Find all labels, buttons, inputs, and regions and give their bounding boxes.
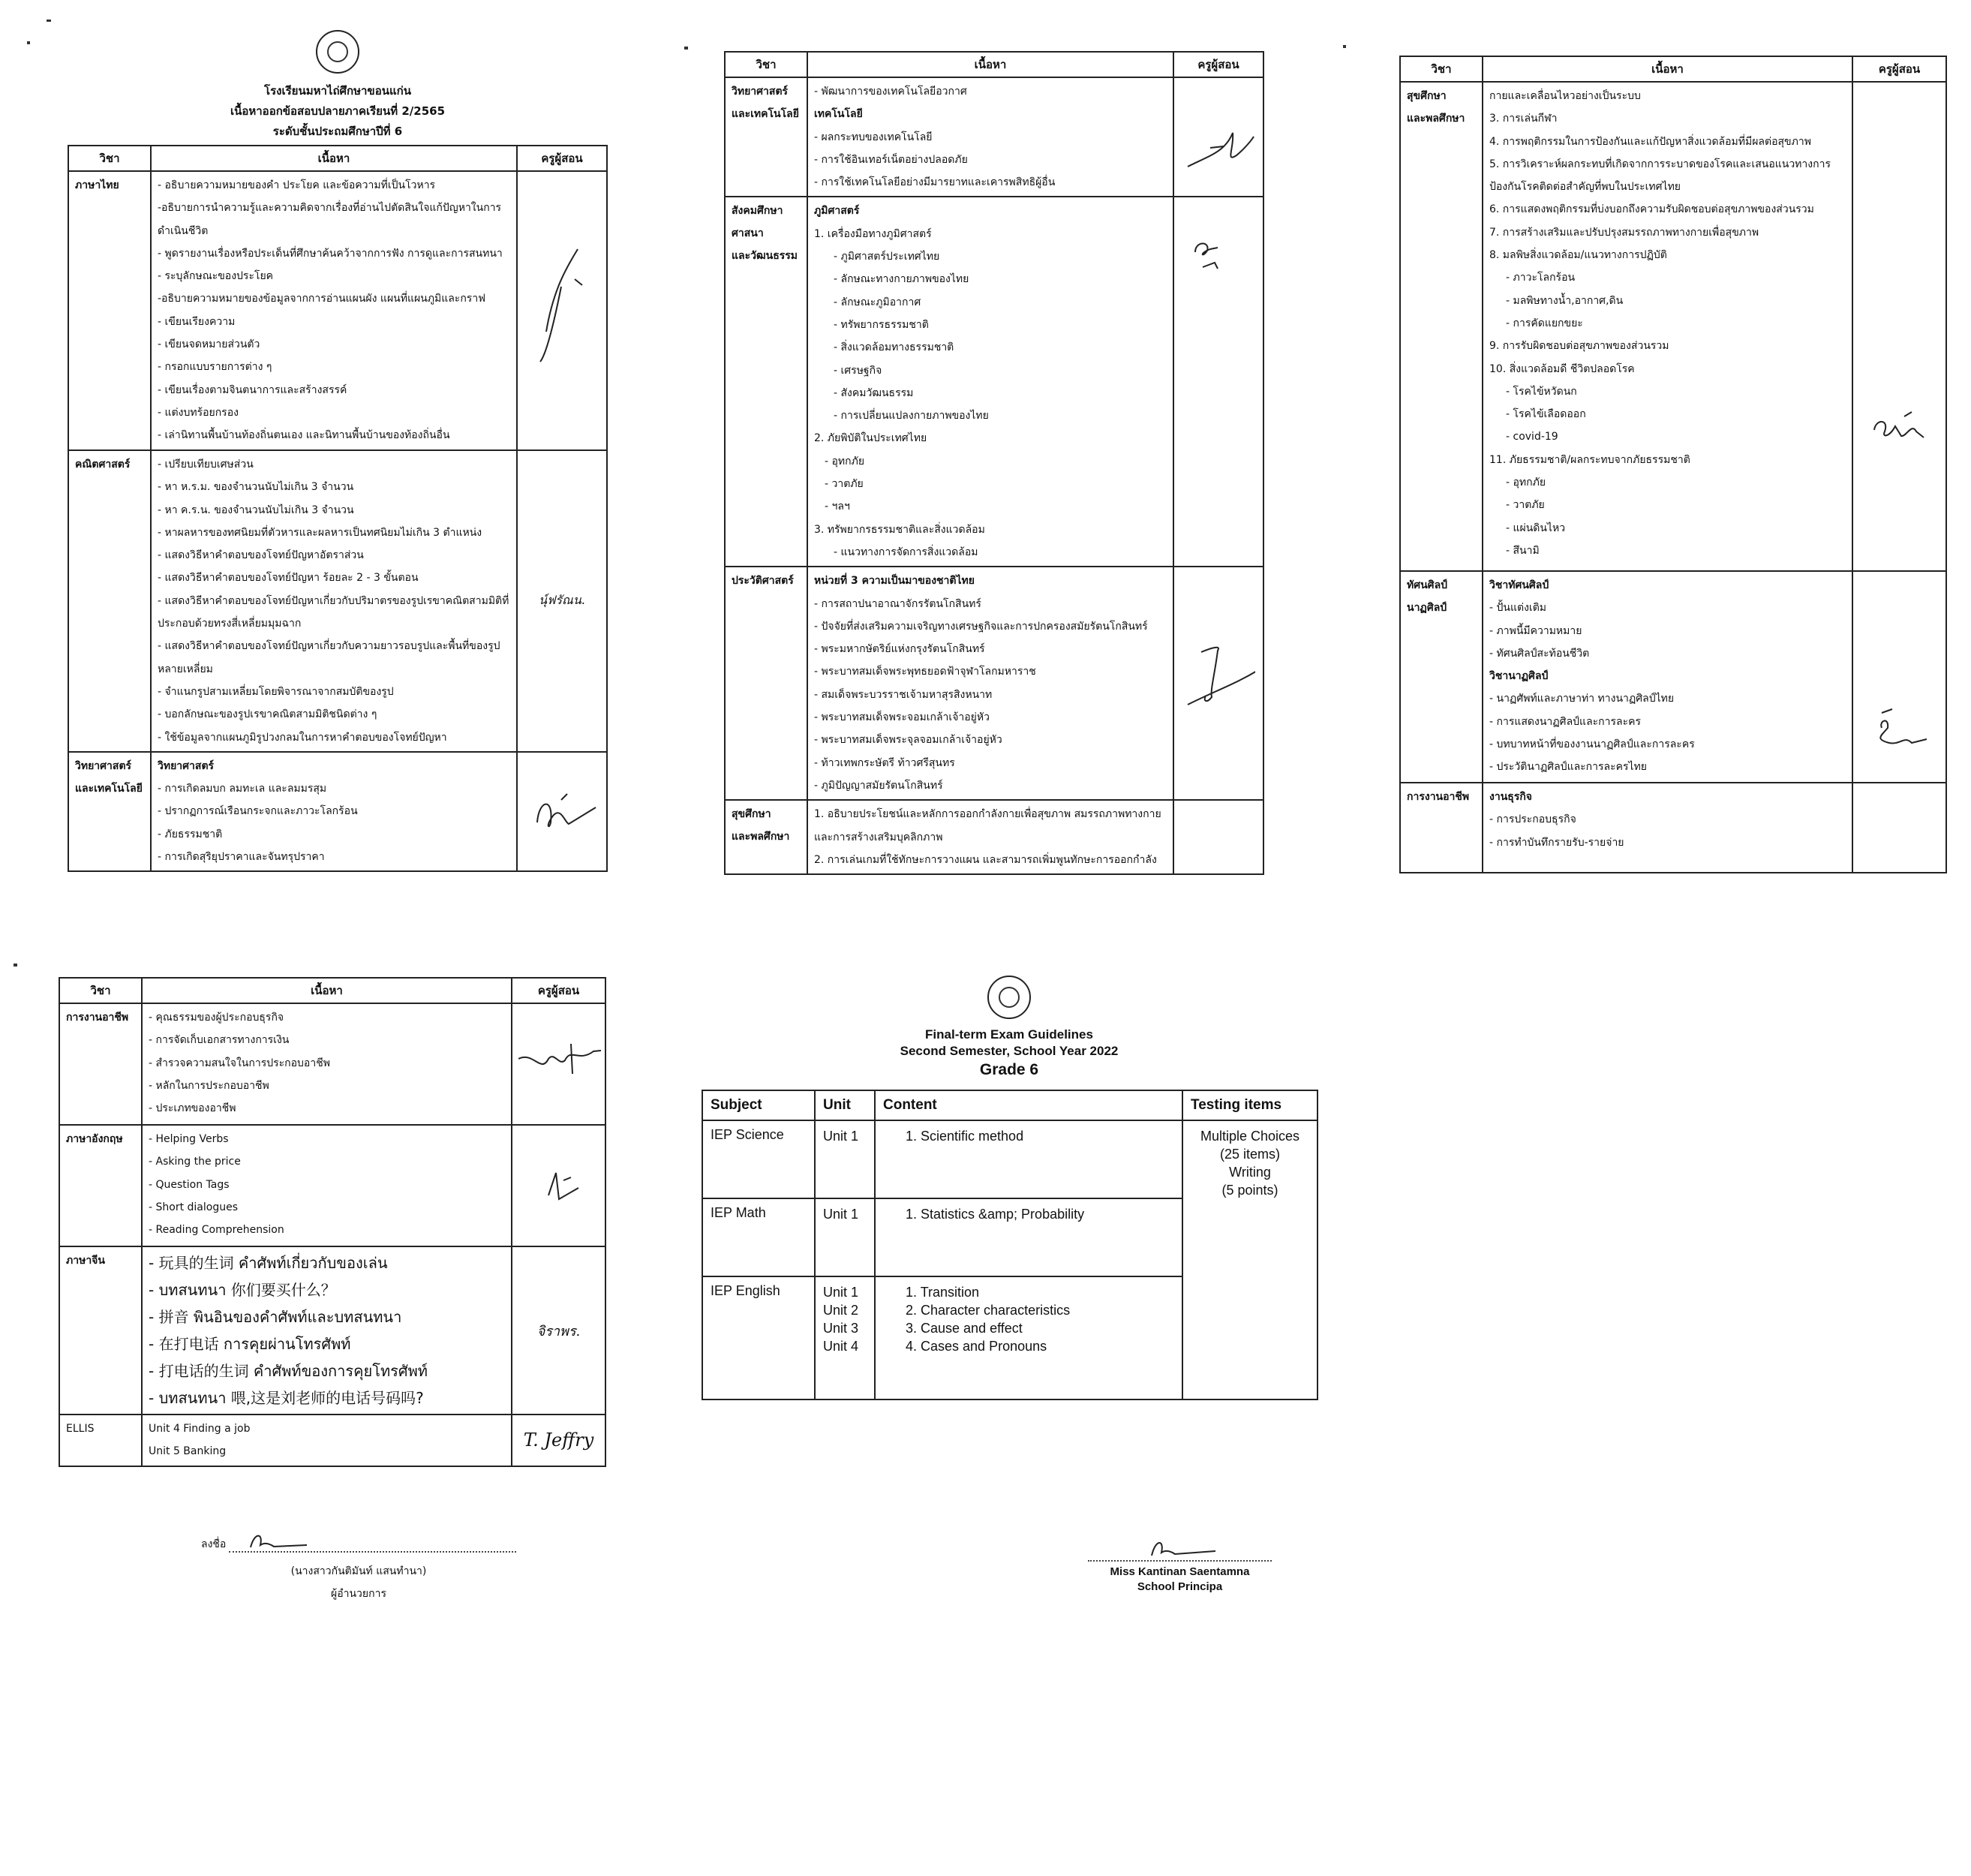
subject-health: สุขศึกษา xyxy=(1407,90,1447,102)
content-line: - บอกลักษณะของรูปเรขาคณิตสามมิติชนิดต่าง ๆ xyxy=(158,708,377,721)
teacher-signature-math xyxy=(517,450,607,752)
subject-science-2: และเทคโนโลยี xyxy=(732,108,799,120)
content-line: 1. อธิบายประโยชน์และหลักการออกกำลังกายเพื่อสุขภาพ สมรรถภาพทางกาย xyxy=(814,808,1161,821)
content-line: 1. เครื่องมือทางภูมิศาสตร์ xyxy=(814,227,932,240)
col-teacher: ครูผู้สอน xyxy=(517,146,607,171)
content-line: - เล่านิทานพื้นบ้านท้องถิ่นตนเอง และนิทานพื้นบ้านของท้องถิ่นอื่น xyxy=(158,429,450,442)
history-content xyxy=(807,567,1173,800)
row-subject: IEP Science xyxy=(702,1120,815,1198)
col-content: เนื้อหา xyxy=(1483,56,1852,82)
content-line: - พระบาทสมเด็จพระพุทธยอดฟ้าจุฬาโลกมหาราช xyxy=(814,666,1036,678)
content-line: - การใช้เทคโนโลยีอย่างมีมารยาทและเคารพสิทธิผู้อื่น xyxy=(814,176,1056,189)
col-teacher: ครูผู้สอน xyxy=(1852,56,1946,82)
science-content xyxy=(151,752,517,871)
content-line: - Short dialogues xyxy=(149,1201,238,1213)
content-line: - เขียนจดหมายส่วนตัว xyxy=(158,338,260,351)
content-line: - 玩具的生词 คำศัพท์เกี่ยวกับของเล่น xyxy=(149,1254,388,1272)
content-line: - เขียนเรียงความ xyxy=(158,315,236,328)
doc-subtitle: Second Semester, School Year 2022 xyxy=(900,1044,1119,1058)
content-line: - การประกอบธุรกิจ xyxy=(1489,813,1576,826)
content-line: Unit 5 Banking xyxy=(149,1445,227,1458)
signature-icon xyxy=(1148,1535,1223,1559)
content-line: ดำเนินชีวิต xyxy=(158,224,209,237)
content-line: -อธิบายความหมายของข้อมูลจากการอ่านแผนผัง แผนที่แผนภูมิและกราฟ xyxy=(158,293,486,305)
teacher-signature xyxy=(512,1125,605,1246)
content-line: 2. ภัยพิบัติในประเทศไทย xyxy=(814,432,927,445)
subject-social-3: และวัฒนธรรม xyxy=(732,250,798,263)
scan-speck xyxy=(14,964,17,967)
arts-content xyxy=(1483,571,1852,783)
signature-icon xyxy=(518,1128,601,1240)
row-unit: Unit 2 xyxy=(823,1303,859,1318)
director-signature-block xyxy=(201,1529,516,1605)
content-line: - หลักในการประกอบอาชีพ xyxy=(149,1079,269,1092)
content-line: - Helping Verbs xyxy=(149,1133,229,1145)
subject-career: การงานอาชีพ xyxy=(66,1012,129,1024)
col-content: Content xyxy=(875,1090,1182,1120)
ellis-content xyxy=(142,1415,512,1466)
content-line: 3. การเล่นกีฬา xyxy=(1489,113,1558,125)
content-line: - แสดงวิธีหาคำตอบของโจทย์ปัญหาเกี่ยวกับปริมาตรของรูปเรขาคณิตสามมิติที่ xyxy=(158,594,509,607)
content-line: - ระบุลักษณะของประโยค xyxy=(158,270,274,283)
content-line: - Asking the price xyxy=(149,1156,241,1168)
content-line: - แต่งบทร้อยกรอง xyxy=(158,406,239,419)
content-line: - วาตภัย xyxy=(1506,499,1545,512)
english-exam-table xyxy=(702,1090,1318,1400)
content-line: เทคโนโลยี xyxy=(814,108,863,121)
subject-social: สังคมศึกษา xyxy=(732,205,783,218)
chinese-content xyxy=(142,1246,512,1415)
content-line: - การคัดแยกขยะ xyxy=(1506,317,1583,329)
school-crest-icon xyxy=(316,30,359,74)
teacher-signature xyxy=(1852,82,1946,571)
content-line: - บทสนทนา 喂,这是刘老师的电话号码吗? xyxy=(149,1389,424,1407)
col-subject: วิชา xyxy=(1400,56,1483,82)
col-content: เนื้อหา xyxy=(151,146,517,171)
content-line: 11. ภัยธรรมชาติ/ผลกระทบจากภัยธรรมชาติ xyxy=(1489,453,1690,466)
row-unit: Unit 4 xyxy=(823,1339,859,1354)
content-line: - ฯลฯ xyxy=(825,501,850,513)
subject-english: ภาษาอังกฤษ xyxy=(66,1133,123,1145)
content-line: 7. การสร้างเสริมและปรับปรุงสมรรถภาพทางกายเพื่อสุขภาพ xyxy=(1489,226,1759,239)
row-content-item: 1. Statistics &amp; Probability xyxy=(906,1207,1085,1222)
content-line: - การเปลี่ยนแปลงกายภาพของไทย xyxy=(834,410,989,422)
row-unit: Unit 3 xyxy=(823,1321,859,1336)
signature-icon xyxy=(1859,574,1942,777)
health-content xyxy=(1483,82,1852,571)
content-line: - เขียนเรื่องตามจินตนาการและสร้างสรรค์ xyxy=(158,383,347,396)
principal-name: Miss Kantinan Saentamna xyxy=(1110,1565,1250,1578)
content-line: - คุณธรรมของผู้ประกอบธุรกิจ xyxy=(149,1012,284,1024)
content-line: - สึนามิ xyxy=(1506,544,1540,557)
subject-history: ประวัติศาสตร์ xyxy=(732,575,794,588)
content-line: - หา ค.ร.น. ของจำนวนนับไม่เกิน 3 จำนวน xyxy=(158,504,354,516)
subject-science-2: และเทคโนโลยี xyxy=(75,782,143,795)
testing-item: (5 points) xyxy=(1221,1183,1278,1198)
content-line: - ทรัพยากรธรรมชาติ xyxy=(834,318,929,331)
signature-icon xyxy=(518,1006,601,1119)
content-line: 4. การพฤติกรรมในการป้องกันและแก้ปัญหาสิ่งแวดล้อมที่มีผลต่อสุขภาพ xyxy=(1489,135,1811,148)
content-line: - ภูมิปัญญาสมัยรัตนโกสินทร์ xyxy=(814,779,943,792)
content-line: - พูดรายงานเรื่องหรือประเด็นที่ศึกษาค้นคว้าจากการฟัง การดูและการสนทนา xyxy=(158,247,503,260)
content-line: - เศรษฐกิจ xyxy=(834,364,882,377)
content-line: กายและเคลื่อนไหวอย่างเป็นระบบ xyxy=(1489,90,1641,102)
col-teacher: ครูผู้สอน xyxy=(1173,52,1263,77)
signature-icon xyxy=(1180,200,1255,290)
subject-visual-arts: ทัศนศิลป์ xyxy=(1407,579,1448,591)
content-line: - อุทกภัย xyxy=(825,455,865,467)
content-line: - การทำบันทึกรายรับ-รายจ่าย xyxy=(1489,836,1624,849)
col-unit: Unit xyxy=(815,1090,875,1120)
content-line: - ท้าวเทพกระษัตรี ท้าวศรีสุนทร xyxy=(814,756,955,769)
page-5 xyxy=(702,976,1317,1593)
content-line: - แผ่นดินไหว xyxy=(1506,522,1566,534)
content-line: - หาผลหารของทศนิยมที่ตัวหารและผลหารเป็นทศนิยมไม่เกิน 3 ตำแหน่ง xyxy=(158,526,482,539)
testing-item: Writing xyxy=(1229,1165,1271,1180)
content-line: ภูมิศาสตร์ xyxy=(814,205,860,218)
content-line: 10. สิ่งแวดล้อมดี ชีวิตปลอดโรค xyxy=(1489,362,1635,375)
testing-item: (25 items) xyxy=(1219,1147,1280,1162)
content-line: - การสถาปนาอาณาจักรรัตนโกสินทร์ xyxy=(814,597,981,610)
subject-science: วิทยาศาสตร์ xyxy=(75,759,132,772)
signature-text: T. Jeffry xyxy=(523,1430,594,1451)
content-line: หน่วยที่ 3 ความเป็นมาของชาติไทย xyxy=(814,575,975,588)
content-line: วิทยาศาสตร์ xyxy=(158,759,215,772)
content-line: - ประวัตินาฏศิลป์และการละครไทย xyxy=(1489,761,1647,774)
exam-table-1 xyxy=(68,145,608,872)
content-line: - ภูมิศาสตร์ประเทศไทย xyxy=(834,251,940,263)
col-subject: วิชา xyxy=(725,52,807,77)
content-line: - พระบาทสมเด็จพระจอมเกล้าเจ้าอยู่หัว xyxy=(814,711,990,724)
health-content xyxy=(807,800,1173,874)
grade-level: Grade 6 xyxy=(979,1061,1039,1078)
content-line: - การจัดเก็บเอกสารทางการเงิน xyxy=(149,1034,290,1047)
content-line: - 打电话的生词 คำศัพท์ของการคุยโทรศัพท์ xyxy=(149,1362,428,1380)
signature-icon xyxy=(524,174,599,444)
content-line: - พระบาทสมเด็จพระจุลจอมเกล้าเจ้าอยู่หัว xyxy=(814,734,1002,747)
content-line: - สิ่งแวดล้อมทางธรรมชาติ xyxy=(834,341,954,354)
content-line: งานธุรกิจ xyxy=(1489,791,1533,803)
row-unit: Unit 1 xyxy=(823,1285,859,1300)
content-line: - ประเภทของอาชีพ xyxy=(149,1102,236,1115)
row-content-item: 2. Character characteristics xyxy=(906,1303,1071,1318)
content-line: - ใช้ข้อมูลจากแผนภูมิรูปวงกลมในการหาคำตอบของโจทย์ปัญหา xyxy=(158,731,447,744)
content-line: - จำแนกรูปสามเหลี่ยมโดยพิจารณาจากสมบัติของรูป xyxy=(158,685,394,698)
content-line: - การใช้อินเทอร์เน็ตอย่างปลอดภัย xyxy=(814,153,968,166)
content-line: - แสดงวิธีหาคำตอบของโจทย์ปัญหาเกี่ยวกับความยาวรอบรูปและพื้นที่ของรูป xyxy=(158,640,500,653)
principal-role: School Principa xyxy=(1137,1580,1223,1593)
content-line: - แสดงวิธีหาคำตอบของโจทย์ปัญหา ร้อยละ 2 - 3 ขั้นตอน xyxy=(158,572,419,585)
subject-chinese: ภาษาจีน xyxy=(66,1255,105,1267)
content-line: - หา ห.ร.ม. ของจำนวนนับไม่เกิน 3 จำนวน xyxy=(158,481,354,494)
content-line: - ลักษณะภูมิอากาศ xyxy=(834,296,921,308)
row-unit: Unit 1 xyxy=(823,1207,859,1222)
career-content xyxy=(142,1003,512,1125)
signer-role: ผู้อำนวยการ xyxy=(331,1588,386,1600)
content-line: - แนวทางการจัดการสิ่งแวดล้อม xyxy=(834,546,978,558)
subject-ellis: ELLIS xyxy=(66,1423,95,1435)
content-line: 2. การเล่นเกมที่ใช้ทักษะการวางแผน และสามารถเพิ่มพูนทักษะการออกกำลัง xyxy=(814,853,1157,866)
content-line: - การเกิดลมบก ลมทะเล และลมมรสุม xyxy=(158,783,327,795)
row-subject: IEP Math xyxy=(702,1198,815,1276)
teacher-signature-thai xyxy=(517,171,607,450)
teacher-signature xyxy=(1173,77,1263,197)
sign-line xyxy=(229,1529,516,1553)
content-line: - พัฒนาการของเทคโนโลยีอวกาศ xyxy=(814,86,967,98)
testing-item: Multiple Choices xyxy=(1200,1129,1300,1144)
page-3 xyxy=(1399,56,1947,873)
grade-level: ระดับชั้นประถมศึกษาปีที่ 6 xyxy=(272,125,403,138)
subject-thai: ภาษาไทย xyxy=(75,179,119,191)
scan-speck xyxy=(684,47,688,50)
row-unit: Unit 1 xyxy=(823,1129,859,1144)
signature-icon xyxy=(524,755,599,860)
col-subject: วิชา xyxy=(68,146,151,171)
col-content: เนื้อหา xyxy=(142,978,512,1003)
content-line: - กรอกแบบรายการต่าง ๆ xyxy=(158,361,272,374)
school-name: โรงเรียนมหาไถ่ศึกษาขอนแก่น xyxy=(264,84,411,98)
subject-health-2: และพลศึกษา xyxy=(732,831,790,843)
signature-icon xyxy=(1180,570,1255,780)
row-content-item: 1. Transition xyxy=(906,1285,980,1300)
content-line: - Question Tags xyxy=(149,1178,230,1191)
content-line: วิชาทัศนศิลป์ xyxy=(1489,579,1549,591)
content-line: 9. การรับผิดชอบต่อสุขภาพของส่วนรวม xyxy=(1489,340,1669,353)
page-4 xyxy=(59,977,606,1600)
content-line: - 拼音 พินอินของคำศัพท์และบทสนทนา xyxy=(149,1308,402,1326)
subject-math: คณิตศาสตร์ xyxy=(75,458,131,471)
content-line: - covid-19 xyxy=(1506,431,1558,443)
signature-text: จิราพร. xyxy=(536,1323,581,1339)
exam-table-4 xyxy=(59,977,606,1467)
content-line: - ภาวะโลกร้อน xyxy=(1506,272,1576,284)
content-line: หลายเหลี่ยม xyxy=(158,663,213,675)
content-line: - ทัศนศิลป์สะท้อนชีวิต xyxy=(1489,647,1590,660)
doc-title: Final-term Exam Guidelines xyxy=(925,1027,1093,1042)
content-line: และการสร้างเสริมบุคลิกภาพ xyxy=(814,831,943,843)
content-line: - วาตภัย xyxy=(825,478,864,491)
content-line: - การเกิดสุริยุปราคาและจันทรุปราคา xyxy=(158,851,325,864)
sign-line xyxy=(1088,1535,1272,1562)
career-content xyxy=(1483,783,1852,873)
content-line: - บทสนทนา 你们要买什么？ xyxy=(149,1281,336,1299)
subject-dance: นาฏศิลป์ xyxy=(1407,602,1447,614)
content-line: - ปัจจัยที่ส่งเสริมความเจริญทางเศรษฐกิจและการปกครองสมัยรัตนโกสินทร์ xyxy=(814,620,1148,633)
math-content xyxy=(151,450,517,752)
english-content xyxy=(142,1125,512,1246)
teacher-signature xyxy=(1173,197,1263,567)
content-line: - บทบาทหน้าที่ของงานนาฏศิลป์และการละคร xyxy=(1489,738,1695,751)
row-content-item: 4. Cases and Pronouns xyxy=(906,1339,1047,1354)
col-subject: วิชา xyxy=(59,978,142,1003)
scan-speck xyxy=(47,20,51,22)
school-crest-icon xyxy=(987,976,1031,1019)
subject-health-2: และพลศึกษา xyxy=(1407,113,1465,125)
teacher-signature xyxy=(512,1246,605,1415)
page-2 xyxy=(724,51,1264,875)
scan-speck xyxy=(27,41,30,44)
col-content: เนื้อหา xyxy=(807,52,1173,77)
content-line: วิชานาฏศิลป์ xyxy=(1489,670,1549,683)
teacher-signature xyxy=(1852,783,1946,873)
content-line: - ภาพนี้มีความหมาย xyxy=(1489,624,1582,637)
content-line: - แสดงวิธีหาคำตอบของโจทย์ปัญหาอัตราส่วน xyxy=(158,549,364,562)
content-line: - โรคไข้หวัดนก xyxy=(1506,385,1577,398)
exam-table-3 xyxy=(1399,56,1947,873)
content-line: Unit 4 Finding a job xyxy=(149,1423,251,1435)
principal-signature-block xyxy=(1088,1535,1272,1595)
row-content-item: 3. Cause and effect xyxy=(906,1321,1023,1336)
content-line: - สำรวจความสนใจในการประกอบอาชีพ xyxy=(149,1057,330,1069)
testing-items-cell xyxy=(1182,1120,1318,1399)
teacher-signature xyxy=(1852,571,1946,783)
content-line: - นาฏศัพท์และภาษาท่า ทางนาฏศิลป์ไทย xyxy=(1489,693,1675,705)
teacher-signature xyxy=(512,1003,605,1125)
subject-health: สุขศึกษา xyxy=(732,808,771,821)
exam-table-2 xyxy=(724,51,1264,875)
content-line: - มลพิษทางน้ำ,อากาศ,ดิน xyxy=(1506,294,1624,307)
doc-title: เนื้อหาออกข้อสอบปลายภาคเรียนที่ 2/2565 xyxy=(230,104,446,118)
teacher-signature xyxy=(1173,567,1263,800)
row-content-item: 1. Scientific method xyxy=(906,1129,1024,1144)
page-1 xyxy=(68,30,608,872)
content-line: - อธิบายความหมายของคำ ประโยค และข้อความที่เป็นโวหาร xyxy=(158,179,436,191)
content-line: 8. มลพิษสิ่งแวดล้อม/แนวทางการปฏิบัติ xyxy=(1489,249,1667,262)
col-subject: Subject xyxy=(702,1090,815,1120)
row-subject: IEP English xyxy=(702,1276,815,1399)
signature-icon xyxy=(1180,80,1255,185)
content-line: - ปรากฏการณ์เรือนกระจกและภาวะโลกร้อน xyxy=(158,805,358,818)
content-line: 5. การวิเคราะห์ผลกระทบที่เกิดจากการระบาดของโรคและเสนอแนวทางการ xyxy=(1489,158,1831,170)
content-line: - โรคไข้เลือดออก xyxy=(1506,408,1586,421)
content-line: - ปั้นแต่งเติม xyxy=(1489,602,1547,615)
signature-icon xyxy=(1859,85,1942,565)
signer-name: (นางสาวกันติมันท์ แสนทำนา) xyxy=(290,1565,427,1577)
content-line: - 在打电话 การคุยผ่านโทรศัพท์ xyxy=(149,1335,351,1353)
content-line: 3. ทรัพยากรธรรมชาติและสิ่งแวดล้อม xyxy=(814,523,985,536)
thai-content xyxy=(151,171,517,450)
content-line: - สมเด็จพระบวรราชเจ้ามหาสุรสิงหนาท xyxy=(814,688,993,701)
content-line: 6. การแสดงพฤติกรรมที่บ่งบอกถึงความรับผิดชอบต่อสุขภาพของส่วนรวม xyxy=(1489,203,1814,216)
content-line: - ภัยธรรมชาติ xyxy=(158,828,223,840)
col-testing-items: Testing items xyxy=(1182,1090,1318,1120)
content-line: - อุทกภัย xyxy=(1506,477,1546,489)
social-content xyxy=(807,197,1173,567)
teacher-signature xyxy=(512,1415,605,1466)
content-line: - ผลกระทบของเทคโนโลยี xyxy=(814,131,933,143)
content-line: - พระมหากษัตริย์แห่งกรุงรัตนโกสินทร์ xyxy=(814,643,985,656)
teacher-signature-science xyxy=(517,752,607,871)
content-line: ประกอบด้วยทรงสี่เหลี่ยมมุมฉาก xyxy=(158,618,302,630)
signature-text: นุ์ฟรัณน. xyxy=(539,593,585,608)
content-line: - Reading Comprehension xyxy=(149,1224,284,1237)
content-line: - สังคมวัฒนธรรม xyxy=(834,386,914,399)
content-line: ป้องกันโรคติดต่อสำคัญที่พบในประเทศไทย xyxy=(1489,181,1681,194)
col-teacher: ครูผู้สอน xyxy=(512,978,605,1003)
subject-social-2: ศาสนา xyxy=(732,227,764,240)
scan-speck xyxy=(1343,45,1346,48)
content-line: -อธิบายการนำความรู้และความคิดจากเรื่องที่อ่านไปตัดสินใจแก้ปัญหาในการ xyxy=(158,202,502,215)
science-content xyxy=(807,77,1173,197)
content-line: - เปรียบเทียบเศษส่วน xyxy=(158,458,254,471)
content-line: - การแสดงนาฏศิลป์และการละคร xyxy=(1489,715,1642,728)
sign-label: ลงชื่อ xyxy=(201,1538,227,1550)
content-line: - ลักษณะทางกายภาพของไทย xyxy=(834,273,969,286)
subject-science: วิทยาศาสตร์ xyxy=(732,86,789,98)
signature-icon xyxy=(247,1529,314,1551)
subject-career: การงานอาชีพ xyxy=(1407,791,1470,803)
teacher-signature xyxy=(1173,800,1263,874)
